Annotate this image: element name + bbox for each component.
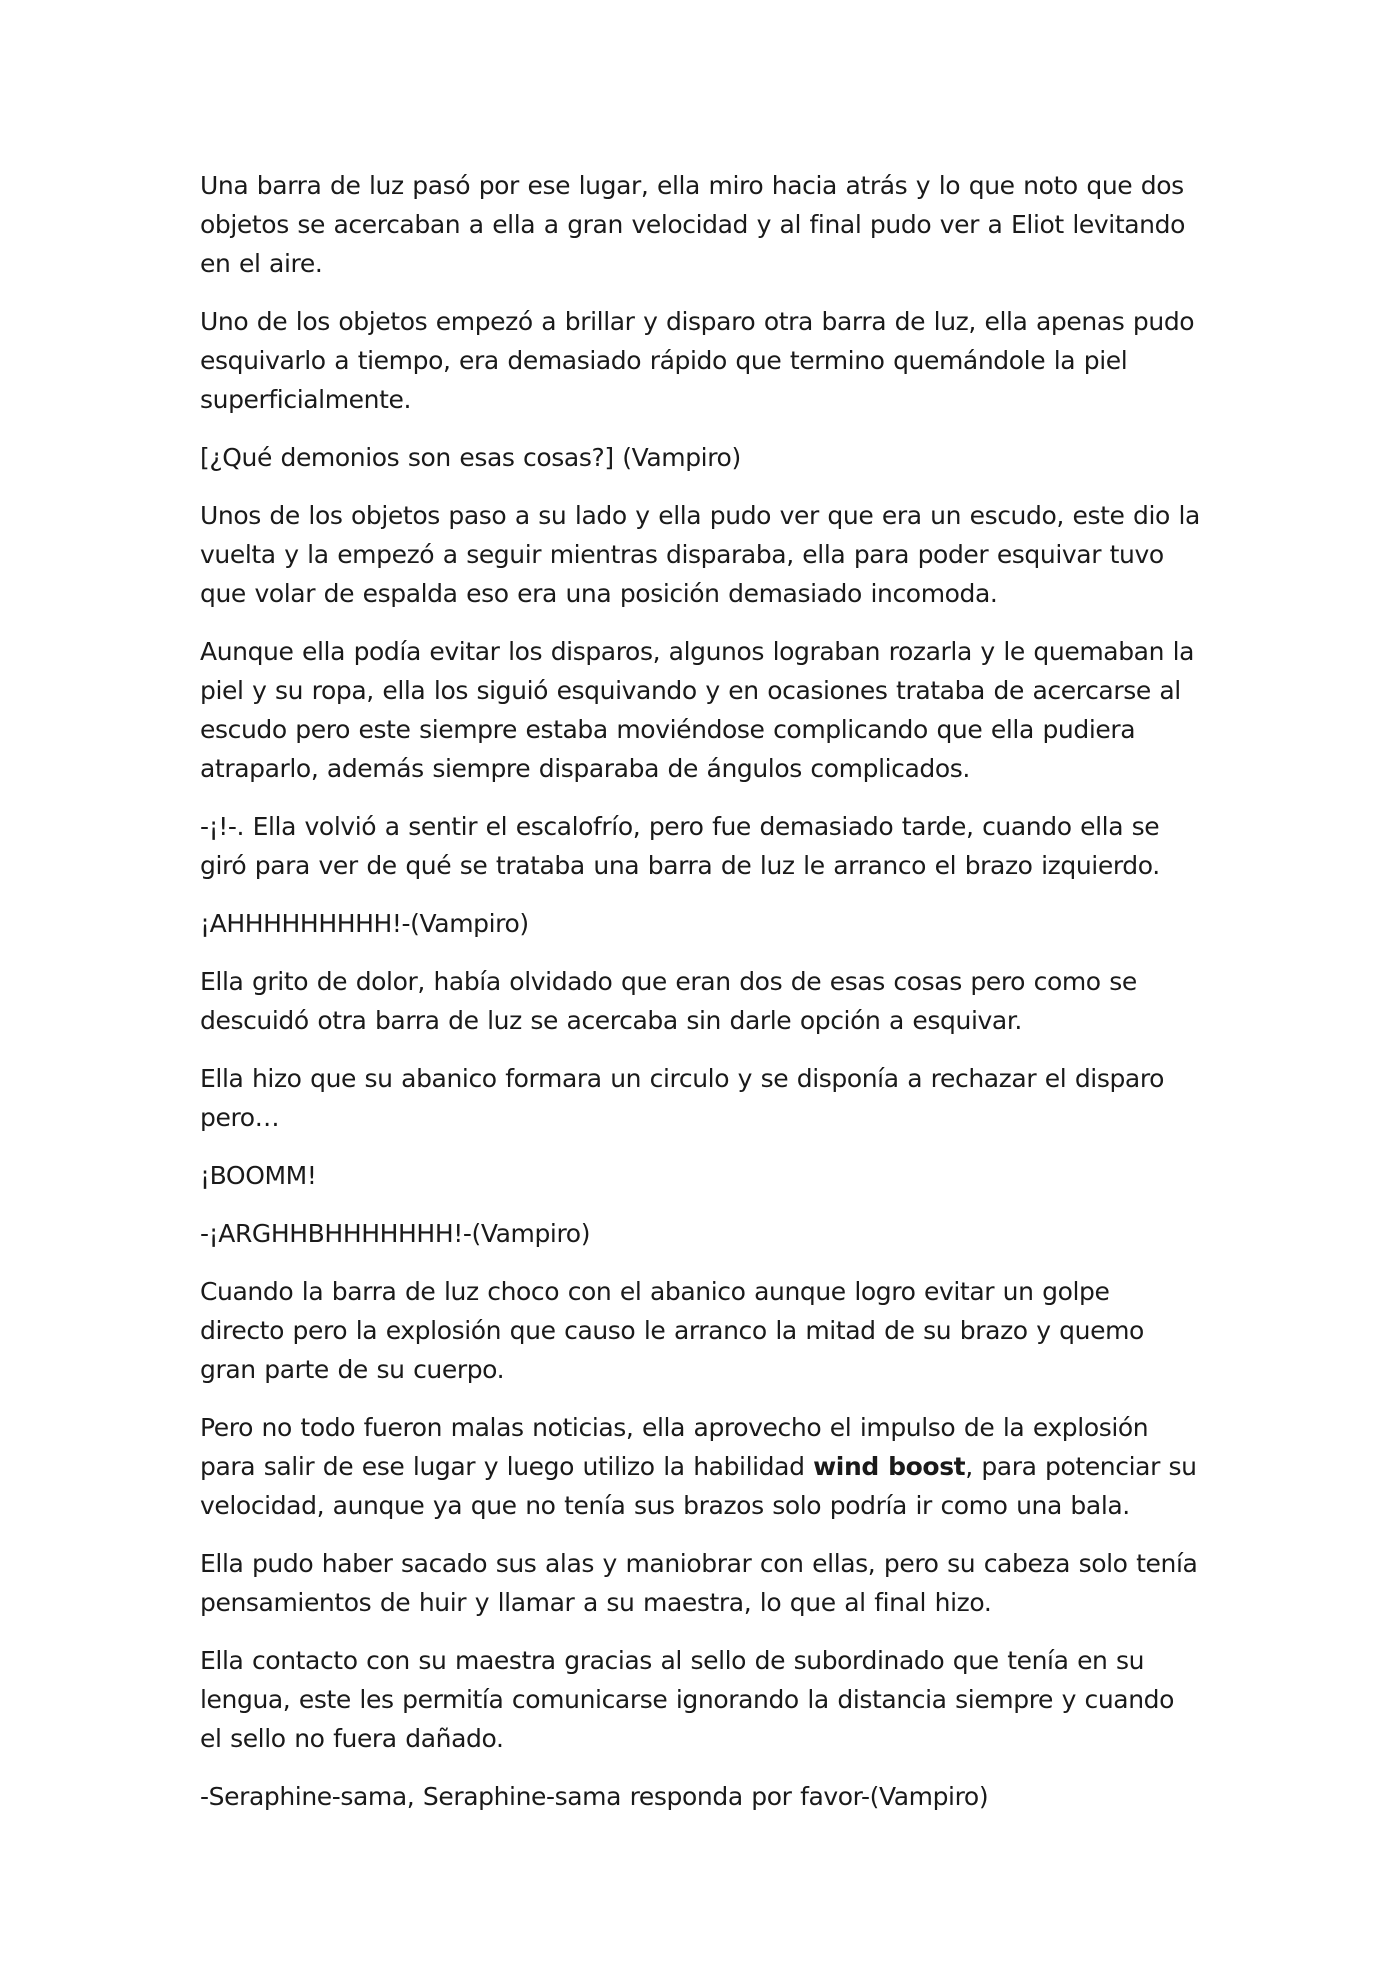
- dialogue-line: -Seraphine-sama, Seraphine-sama responda por favor-(Vampiro): [200, 1782, 989, 1811]
- paragraph: Unos de los objetos paso a su lado y ella pudo ver que era un escudo, este dio la vuelta y la empezó a seguir mientras disparaba, ella para poder esquivar tuvo que volar de espalda eso era una posición demasiado incomoda.: [200, 501, 1200, 608]
- dialogue-line: -¡ARGHHBHHHHHHH!-(Vampiro): [200, 1219, 591, 1248]
- paragraph: Ella hizo que su abanico formara un circulo y se disponía a rechazar el disparo pero…: [200, 1064, 1165, 1132]
- paragraph: Ella pudo haber sacado sus alas y maniobrar con ellas, pero su cabeza solo tenía pensamientos de huir y llamar a su maestra, lo que al final hizo.: [200, 1549, 1198, 1617]
- paragraph: Una barra de luz pasó por ese lugar, ella miro hacia atrás y lo que noto que dos objetos se acercaban a ella a gran velocidad y al final pudo ver a Eliot levitando en el aire.: [200, 171, 1185, 278]
- paragraph: Ella contacto con su maestra gracias al sello de subordinado que tenía en su lengua, este les permitía comunicarse ignorando la distancia siempre y cuando el sello no fuera dañado.: [200, 1646, 1175, 1753]
- paragraph: Aunque ella podía evitar los disparos, algunos lograban rozarla y le quemaban la piel y su ropa, ella los siguió esquivando y en ocasiones trataba de acercarse al escudo pero este siempre estaba moviéndose complicando que ella pudiera atraparlo, además siempre disparaba de ángulos complicados.: [200, 637, 1195, 783]
- paragraph: [200, 1408, 1200, 1525]
- paragraph: Cuando la barra de luz choco con el abanico aunque logro evitar un golpe directo pero la explosión que causo le arranco la mitad de su brazo y quemo gran parte de su cuerpo.: [200, 1277, 1144, 1384]
- document-body: [200, 166, 1200, 1835]
- dialogue-line: ¡AHHHHHHHHH!-(Vampiro): [200, 909, 529, 938]
- paragraph: -¡!-. Ella volvió a sentir el escalofrío, pero fue demasiado tarde, cuando ella se giró para ver de qué se trataba una barra de luz le arranco el brazo izquierdo.: [200, 812, 1160, 880]
- paragraph-text: , para potenciar su velocidad, aunque ya que no tenía sus brazos solo podría ir como una bala.: [200, 1452, 1197, 1520]
- paragraph: Ella grito de dolor, había olvidado que eran dos de esas cosas pero como se descuidó otra barra de luz se acercaba sin darle opción a esquivar.: [200, 967, 1137, 1035]
- skill-name: wind boost: [813, 1452, 966, 1481]
- paragraph: Uno de los objetos empezó a brillar y disparo otra barra de luz, ella apenas pudo esquivarlo a tiempo, era demasiado rápido que termino quemándole la piel superficialmente.: [200, 307, 1195, 414]
- sound-effect-line: ¡BOOMM!: [200, 1161, 317, 1190]
- dialogue-line: [¿Qué demonios son esas cosas?] (Vampiro): [200, 443, 741, 472]
- paragraph-text: Pero no todo fueron malas noticias, ella aprovecho el impulso de la explosión para salir de ese lugar y luego utilizo la habilidad: [200, 1413, 1149, 1481]
